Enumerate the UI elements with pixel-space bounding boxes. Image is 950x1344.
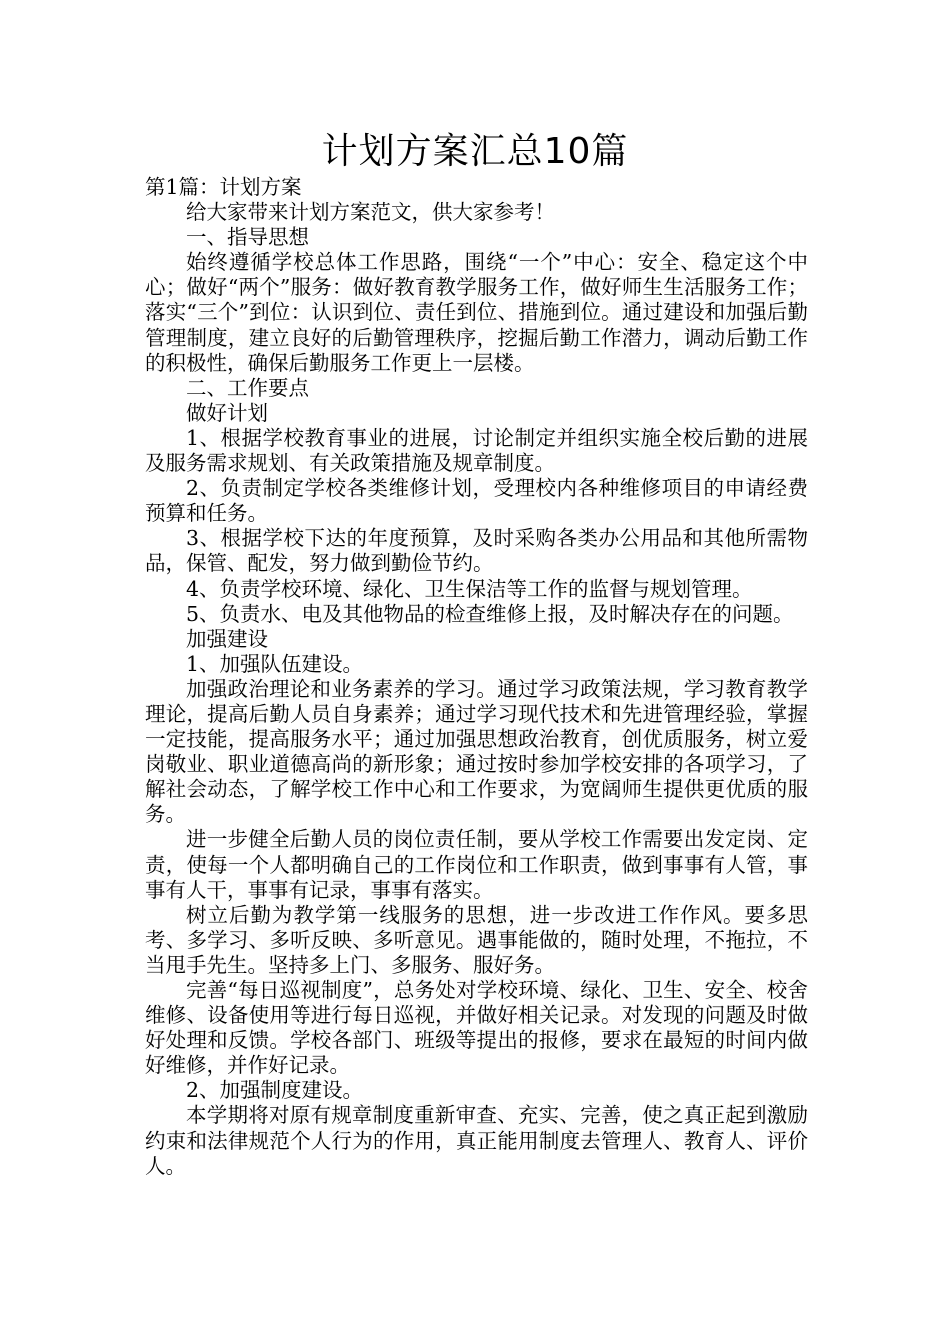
list-item: 2、负责制定学校各类维修计划，受理校内各种维修项目的申请经费预算和任务。 [145,476,808,526]
paragraph: 始终遵循学校总体工作思路，围绕“一个”中心：安全、稳定这个中心；做好“两个”服务：做好教育教学服务工作，做好师生生活服务工作；落实“三个”到位：认识到位、责任到位、措施到位。通过建设和加强后勤管理制度，建立良好的后勤管理秩序，挖掘后勤工作潜力，调动后勤工作的积极性，确保后勤服务工作更上一层楼。 [145,250,808,375]
list-item: 5、负责水、电及其他物品的检查维修上报，及时解决存在的问题。 [186,601,794,626]
list-item: 4、负责学校环境、绿化、卫生保洁等工作的监督与规划管理。 [186,576,753,601]
paragraph: 树立后勤为教学第一线服务的思想，进一步改进工作作风。要多思考、多学习、多听反映、多听意见。遇事能做的，随时处理，不拖拉，不当甩手先生。坚持多上门、多服务、服好务。 [145,902,808,977]
subheading-strengthen: 加强建设 [186,626,268,651]
paragraph: 完善“每日巡视制度”，总务处对学校环境、绿化、卫生、安全、校舍维修、设备使用等进行每日巡视，并做好相关记录。对发现的问题及时做好处理和反馈。学校各部门、班级等提出的报修，要求在最短的时间内做好维修，并作好记录。 [145,978,808,1078]
list-item: 1、根据学校教育事业的进展，讨论制定并组织实施全校后勤的进展及服务需求规划、有关政策措施及规章制度。 [145,425,808,476]
list-item: 2、加强制度建设。 [186,1078,364,1103]
section-heading: 第1篇：计划方案 [145,175,302,199]
intro-paragraph: 给大家带来计划方案范文，供大家参考！ [186,200,555,225]
subheading-planning: 做好计划 [186,400,268,425]
heading-guiding-ideology: 一、指导思想 [186,225,309,250]
list-item: 3、根据学校下达的年度预算，及时采购各类办公用品和其他所需物品，保管、配发，努力做到勤俭节约。 [145,526,808,576]
heading-work-points: 二、工作要点 [186,375,309,400]
document-title: 计划方案汇总10篇 [321,131,629,172]
paragraph: 加强政治理论和业务素养的学习。通过学习政策法规，学习教育教学理论，提高后勤人员自身素养；通过学习现代技术和先进管理经验，掌握一定技能，提高服务水平；通过加强思想政治教育，创优质服务，树立爱岗敬业、职业道德高尚的新形象；通过按时参加学校安排的各项学习，了解社会动态，了解学校工作中心和工作要求，为宽阔师生提供更优质的服务。 [145,676,808,827]
paragraph: 进一步健全后勤人员的岗位责任制，要从学校工作需要出发定岗、定责，使每一个人都明确自己的工作岗位和工作职责，做到事事有人管，事事有人干，事事有记录，事事有落实。 [145,827,808,902]
document-body [145,175,808,1179]
list-item: 1、加强队伍建设。 [186,651,364,676]
paragraph: 本学期将对原有规章制度重新审查、充实、完善，使之真正起到激励约束和法律规范个人行为的作用，真正能用制度去管理人、教育人、评价人。 [145,1103,808,1178]
